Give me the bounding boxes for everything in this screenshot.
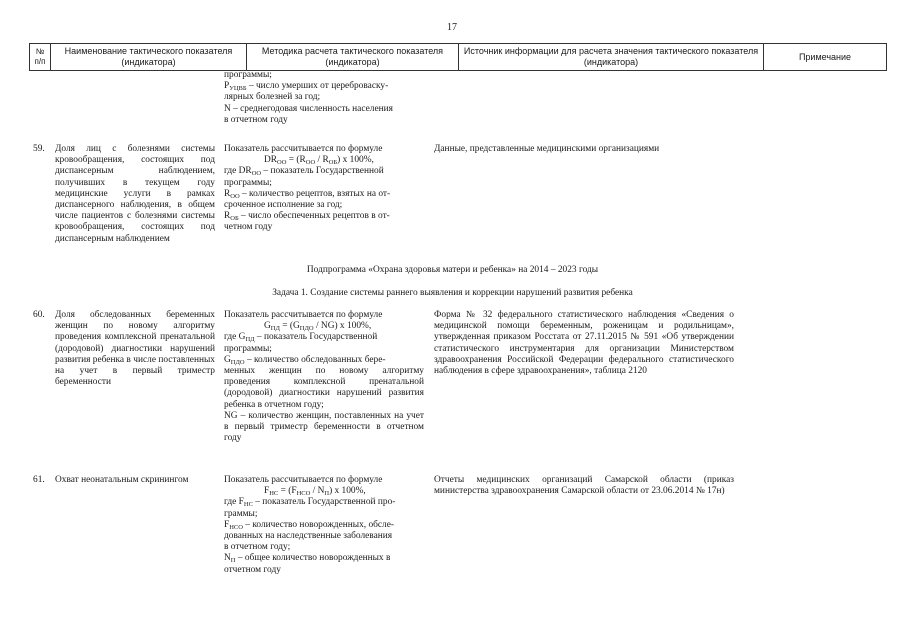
method-line: Показатель рассчитывается по формуле (224, 475, 383, 485)
method-line: $N_П$ – общее количество новорожденных в (224, 553, 391, 565)
method-line: где $G_{ПД}$ – показатель Государственной (224, 332, 378, 344)
row-60-method (224, 310, 424, 444)
row-60-name: Доля обследованных беременных женщин по новому алгоритму проведения комплексной пренатальной (дородовой) диагностики нарушений развития ребенка в числе поставленных на учет в первый триместр беременности (55, 310, 215, 388)
method-line: $R_{ОБ}$ – число обеспеченных рецептов в от- (224, 211, 390, 223)
method-line: сроченное исполнение за год; (224, 200, 343, 211)
method-line: программы; (224, 177, 272, 188)
formula-61: $F_{НС} = (F_{НСО} / N_П)$ x 100%, (264, 486, 366, 498)
header-note: Примечание (763, 44, 887, 70)
row-61-name: Охват неонатальным скринингом (55, 475, 189, 485)
method-line: четном году (224, 222, 273, 233)
row-59-source: Данные, представленные медицинскими организациями (434, 144, 660, 154)
continued-line: программы; (224, 70, 272, 80)
method-line: Показатель рассчитывается по формуле (224, 144, 383, 154)
method-line: отчетном году (224, 564, 281, 575)
header-source: Источник информации для расчета значения тактического показателя (индикатора) (458, 44, 763, 70)
method-line: Показатель рассчитывается по формуле (224, 310, 383, 320)
row-60-source: Форма № 32 федерального статистического наблюдения «Сведения о медицинской помощи беременным, роженицам и родильницам», утвержденная приказом Росстата от 27.11.2015 № 591 «Об утверждении статистического инструментария для организации Министерством здравоохранения Российской Федерации федерального статистического наблюдения в сфере здравоохранения», таблица 2120 (434, 310, 734, 377)
header-num: № п/п (29, 44, 50, 70)
method-line: дованных на наследственные заболевания (224, 531, 393, 542)
header-method: Методика расчета тактического показателя (индикатора) (246, 44, 458, 70)
row-61-method (224, 475, 424, 576)
continued-line: в отчетном году (224, 114, 288, 125)
method-line: где $F_{НС}$ – показатель Государственной про- (224, 497, 396, 509)
continued-line: N – среднегодовая численность населения (224, 103, 393, 114)
method-line: $F_{НСО}$ – количество новорожденных, обсле- (224, 519, 395, 531)
row-61-number: 61. (33, 475, 45, 485)
row-59-number: 59. (33, 144, 45, 154)
subprogram-heading: Подпрограмма «Охрана здоровья матери и ребенка» на 2014 – 2023 годы (306, 265, 599, 275)
task-heading: Задача 1. Создание системы раннего выявления и коррекции нарушений развития ребенка (272, 288, 633, 298)
table-header (29, 43, 887, 71)
method-line: $G_{ПДО}$ – количество обследованных бере- (224, 354, 386, 366)
row-59-method (224, 144, 424, 234)
page-number: 17 (447, 22, 457, 33)
continued-line: лярных болезней за год; (224, 92, 321, 103)
formula-59: $DR_{ОО} = (R_{ОО} / R_{ОБ})$ x 100%, (264, 155, 374, 167)
row-59-name: Доля лиц с болезнями системы кровообращения, состоящих под диспансерным наблюдением, получивших в текущем году медицинские услуги в рамках диспансерного наблюдения, в общем числе пациентов с болезнями системы кровообращения, состоящих под диспансерным наблюдением (55, 144, 215, 244)
continued-line: $P_{УЦВБ}$ – число умерших от цереброваску- (224, 81, 389, 93)
method-line: программы; (224, 343, 272, 354)
method-line: $R_{ОО}$ – количество рецептов, взятых на от- (224, 188, 391, 200)
method-line: граммы; (224, 508, 258, 519)
continued-method (224, 70, 424, 126)
method-paragraph: менных женщин по новому алгоритму проведения комплексной пренатальной (дородовой) диагностики нарушений развития ребенка в отчетном году; (224, 366, 424, 410)
header-name: Наименование тактического показателя (индикатора) (50, 44, 246, 70)
row-61-source: Отчеты медицинских организаций Самарской области (приказ министерства здравоохранения Самарской области от 23.06.2014 № 17н) (434, 475, 734, 497)
row-60-number: 60. (33, 310, 45, 320)
formula-60: $G_{ПД} = (G_{ПДО} / NG)$ x 100%, (264, 321, 372, 333)
method-line: где $DR_{ОО}$ – показатель Государственной (224, 166, 384, 178)
method-paragraph: NG – количество женщин, поставленных на учет в первый триместр беременности в отчетном году (224, 410, 424, 444)
method-line: в отчетном году; (224, 542, 291, 553)
